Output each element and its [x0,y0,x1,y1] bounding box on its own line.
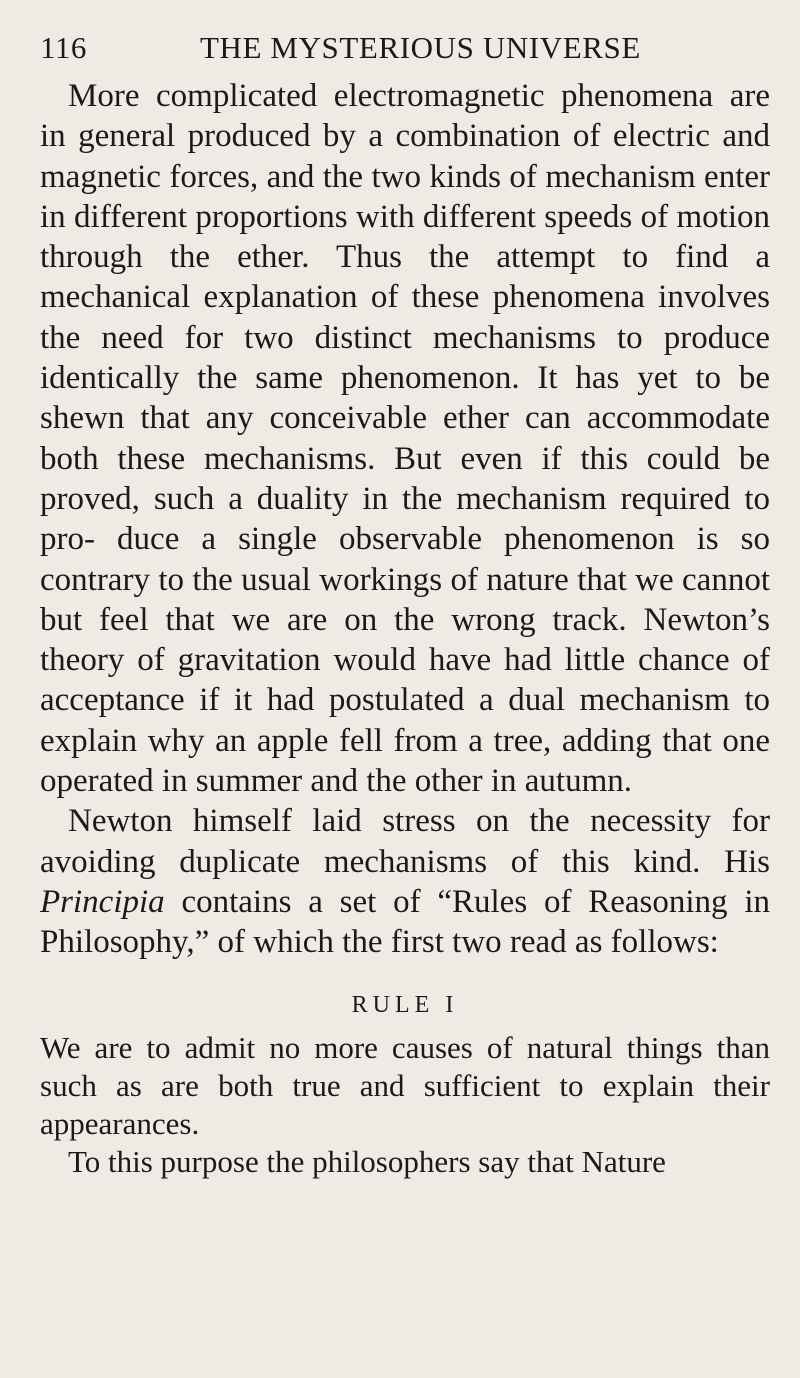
running-head [40,30,760,70]
running-title: THE MYSTERIOUS UNIVERSE [200,30,641,65]
paragraph-3: To this purpose the philosophers say that Nature [68,1143,666,1179]
body-text [40,76,770,1181]
rule-heading: RULE I [351,991,459,1018]
paragraph-2-end: contains a set of “Rules of Reasoning in Philosophy,” of which the first two read as follows: [40,883,771,961]
paragraph-1: More complicated electromagnetic phenomena are in general produced by a combination of electric and magnetic forces, and the two kinds of mechanism enter in different proportions with different speeds of motion through the ether. Thus the attempt to find a mechanical explanation of these phenomena involves the need for two distinct mechanisms to produce identically the same phenomenon. It has yet to be shewn that any conceivable ether can accommodate both these mechanisms. But even if this could be proved, such a duality in the mechanism required to pro- duce a single observable phenomenon is so contrary to the usual workings of nature that we cannot but feel that we are on the wrong track. Newton’s theory of gravitation would have had little chance of acceptance if it had postulated a dual mechanism to explain why an apple fell from a tree, adding that one operated in summer and the other in autumn. [40,78,770,800]
principia-title: Principia [40,883,165,920]
page-number: 116 [40,30,87,65]
paragraph-2-start: Newton himself laid stress on the necessity for avoiding duplicate mechanisms of this kind. His [40,803,770,880]
rule-text: We are to admit no more causes of natural things than such as are both true and sufficient to explain their appearances. [40,1029,770,1141]
paragraph-2 [40,801,770,962]
